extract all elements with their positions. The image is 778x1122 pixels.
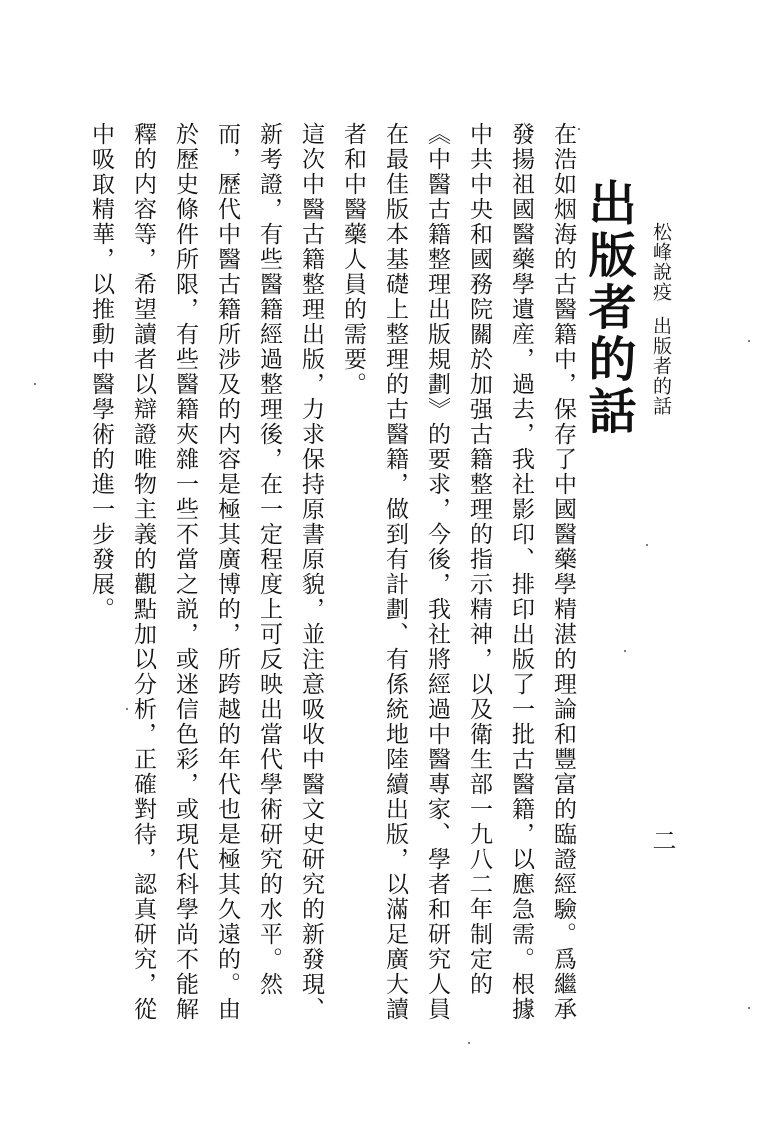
scan-speck [646, 544, 648, 546]
scan-speck [34, 383, 36, 385]
paragraph-2: 這次中醫古籍整理出版，力求保持原書原貌，並注意吸收中醫文史研究的新發現、新考證，有些醫籍經過整理後，在一定程度上可反映出當代學術研究的水平。然而，歷代中醫古籍所涉及的内容是極其廣博的，所跨越的年代也是極其久遠的。由於歷史條件所限，有些醫籍夾雜一些不當之説，或迷信色彩，或現代科學尚不能解釋的内容等，希望讀者以辯證唯物主義的觀點加以分析，正確對待，認真研究，從中吸取精華，以推動中醫學術的進一步發展。 [88, 122, 324, 1022]
running-head [647, 222, 674, 416]
running-head-book-title: 松峰說疫 [650, 222, 672, 302]
body-text [80, 122, 584, 1022]
running-head-section-title: 出版者的話 [650, 316, 672, 416]
scan-speck [578, 128, 580, 130]
page-number: 二 [648, 828, 676, 852]
paragraph-1: 在浩如烟海的古醫籍中，保存了中國醫藥學精湛的理論和豐富的臨證經驗。爲繼承發揚祖國醫藥學遺産，過去，我社影印、排印出版了一批古醫籍，以應急需。根據中共中央和國務院關於加强古籍整理的指示精神，以及衛生部一九八二年制定的《中醫古籍整理出版規劃》的要求，今後，我社將經過中醫專家、學者和研究人員在最佳版本基礎上整理的古醫籍，做到有計劃、有係統地陸續出版，以滿足廣大讀者和中醫藥人員的需要。 [340, 122, 576, 1022]
scan-speck [468, 1042, 470, 1044]
scan-speck [126, 708, 128, 710]
scan-speck [624, 650, 626, 652]
scan-speck [748, 1007, 750, 1009]
scan-speck [748, 340, 750, 342]
page-title: 出版者的話 [580, 178, 636, 438]
